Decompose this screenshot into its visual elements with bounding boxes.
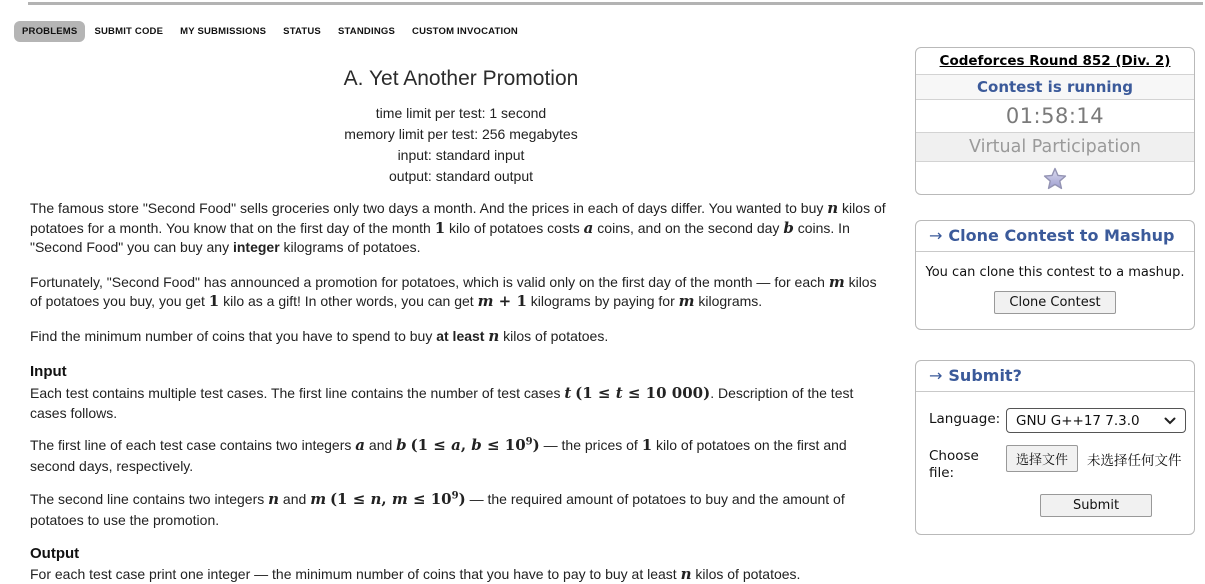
contest-info-box: [915, 47, 1195, 195]
problem-statement: [30, 42, 892, 584]
language-label: Language:: [929, 411, 1001, 427]
problem-title: A. Yet Another Promotion: [343, 67, 579, 90]
statement-paragraph: Fortunately, "Second Food" has announced a promotion for potatoes, which is valid only on the first day of the month — for each m kilos of potatoes you buy, you get 1 kilo as a gift! In other words, you can get m + 1 kilograms by paying for m kilograms.: [30, 272, 877, 310]
output-spec: output: standard output: [389, 168, 533, 184]
clone-contest-button[interactable]: Clone Contest: [994, 291, 1115, 314]
language-select[interactable]: [1006, 408, 1186, 433]
top-divider: [28, 2, 1203, 5]
chevron-down-icon: [1164, 417, 1176, 425]
tab-standings[interactable]: STANDINGS: [337, 26, 396, 37]
sidebar: [915, 47, 1195, 535]
choose-file-button[interactable]: 选择文件: [1006, 445, 1078, 472]
statement-paragraph: Find the minimum number of coins that you have to spend to buy at least n kilos of potatoes.: [30, 326, 609, 345]
file-status-text: 未选择任何文件: [1087, 452, 1182, 469]
clone-contest-box: [915, 220, 1195, 330]
problem-limits: [30, 103, 892, 187]
virtual-participation-link[interactable]: Virtual Participation: [916, 132, 1194, 161]
input-spec: input: standard input: [397, 147, 525, 163]
input-paragraph: The second line contains two integers n and m (1 ≤ n, $m \le 10^9$) — the required amount of potatoes to buy and the amount of potatoes to use the promotion.: [30, 490, 845, 528]
tab-problems[interactable]: PROBLEMS: [14, 21, 85, 42]
star-icon[interactable]: [1042, 166, 1068, 191]
output-paragraph: For each test case print one integer — the minimum number of coins that you have to pay to buy at least n kilos of potatoes.: [30, 565, 801, 583]
contest-timer: 01:58:14: [916, 99, 1194, 132]
contest-status: Contest is running: [916, 74, 1194, 99]
choose-file-label: Choose file:: [929, 448, 979, 481]
submit-box: [915, 360, 1195, 535]
tab-status[interactable]: STATUS: [283, 26, 321, 37]
input-paragraph: Each test contains multiple test cases. The first line contains the number of test cases t (1 ≤ t ≤ 10 000). Description of the test cases follows.: [30, 384, 854, 421]
statement-paragraph: The famous store "Second Food" sells groceries only two days a month. And the prices in each of days differ. You wanted to buy n kilos of potatoes for a month. You know that on the first day of the month 1 kilo of potatoes costs a coins, and on the second day b coins. In "Second Food" you can buy any integer kilograms of potatoes.: [30, 199, 886, 255]
time-limit: time limit per test: 1 second: [375, 105, 547, 121]
output-section-header: Output: [30, 545, 80, 562]
submit-header-link[interactable]: Submit?: [948, 366, 1022, 385]
tab-custom-invocation[interactable]: CUSTOM INVOCATION: [412, 26, 518, 37]
arrow-icon: →: [929, 226, 943, 245]
clone-contest-header-link[interactable]: Clone Contest to Mashup: [948, 226, 1175, 245]
input-paragraph: The first line of each test case contains two integers a and b (1 ≤ a, $b \le 10^9$) — the prices of 1 kilo of potatoes on the first and second days, respectively.: [30, 436, 847, 474]
language-selected-value: GNU G++17 7.3.0: [1016, 412, 1140, 429]
tab-my-submissions[interactable]: MY SUBMISSIONS: [180, 26, 267, 37]
memory-limit: memory limit per test: 256 megabytes: [344, 126, 578, 142]
clone-contest-text: You can clone this contest to a mashup.: [925, 265, 1185, 280]
input-section-header: Input: [30, 363, 67, 380]
arrow-icon: →: [929, 366, 943, 385]
tab-bar: [14, 21, 1205, 42]
tab-submit-code[interactable]: SUBMIT CODE: [94, 26, 164, 37]
submit-button[interactable]: Submit: [1040, 494, 1152, 517]
contest-title-link[interactable]: Codeforces Round 852 (Div. 2): [939, 53, 1171, 69]
